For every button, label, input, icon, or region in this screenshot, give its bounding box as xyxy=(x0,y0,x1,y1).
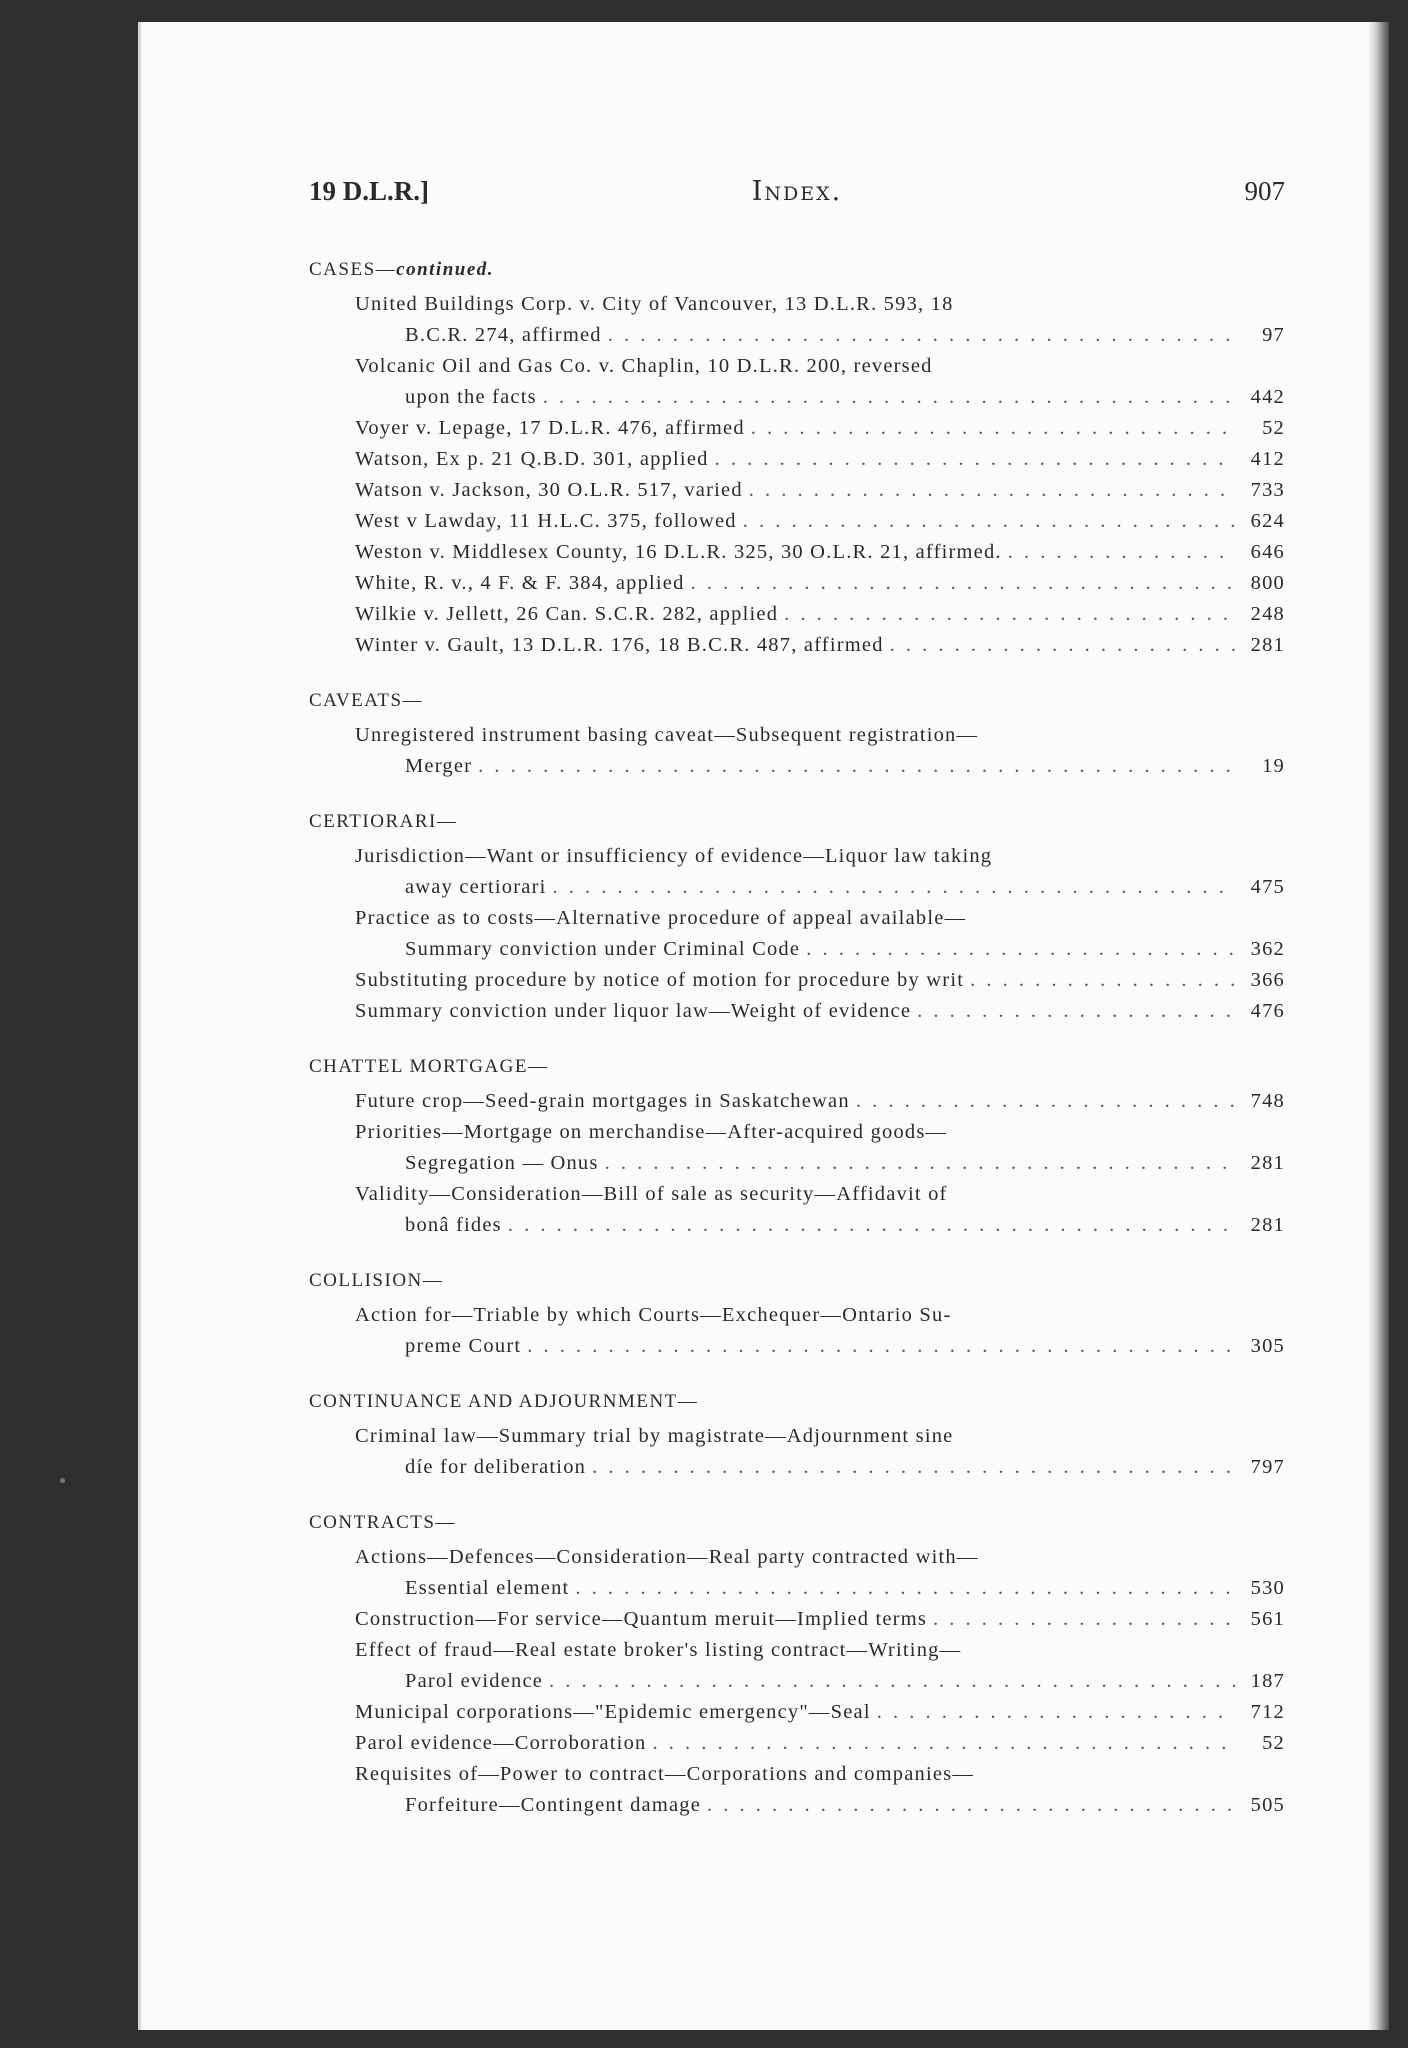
index-entry xyxy=(309,351,1285,413)
section-heading-text: CAVEATS— xyxy=(309,690,424,711)
entry-line xyxy=(355,568,1285,599)
leader-dots xyxy=(743,506,1235,537)
index-section xyxy=(309,254,1285,661)
entry-page-number: 624 xyxy=(1250,510,1285,532)
entry-page-number: 476 xyxy=(1250,1000,1285,1022)
entry-page-number: 797 xyxy=(1250,1456,1285,1478)
entry-page-number: 19 xyxy=(1262,755,1285,777)
leader-dots xyxy=(508,1210,1235,1241)
entry-text: B.C.R. 274, affirmed xyxy=(405,324,602,346)
entry-text: Action for—Triable by which Courts—Exchequer—Ontario Su- xyxy=(355,1304,952,1326)
index-entry xyxy=(309,1759,1285,1821)
leader-dots xyxy=(707,1790,1235,1821)
leader-dots xyxy=(715,444,1235,475)
entry-text: Unregistered instrument basing caveat—Subsequent registration— xyxy=(355,724,979,746)
leader-dots xyxy=(478,751,1235,782)
entry-page-number: 248 xyxy=(1250,603,1285,625)
section-heading-text: CONTINUANCE AND ADJOURNMENT— xyxy=(309,1391,699,1412)
entry-line xyxy=(355,841,1285,872)
index-entry xyxy=(309,903,1285,965)
index-entry xyxy=(309,996,1285,1027)
entry-page-number: 475 xyxy=(1250,876,1285,898)
entry-text: Jurisdiction—Want or insufficiency of evidence—Liquor law taking xyxy=(355,845,993,867)
index-entry xyxy=(309,1542,1285,1604)
entry-line xyxy=(355,289,1285,320)
entry-text: Essential element xyxy=(405,1577,570,1599)
entry-text: Requisites of—Power to contract—Corporations and companies— xyxy=(355,1763,975,1785)
section-heading xyxy=(309,1051,1285,1082)
leader-dots xyxy=(784,599,1235,630)
index-content xyxy=(309,254,1285,1845)
entry-text: Wilkie v. Jellett, 26 Can. S.C.R. 282, applied xyxy=(355,603,779,625)
entry-text: West v Lawday, 11 H.L.C. 375, followed xyxy=(355,510,737,532)
entry-continuation-line xyxy=(355,1148,1285,1179)
entry-text: White, R. v., 4 F. & F. 384, applied xyxy=(355,572,685,594)
entry-line xyxy=(355,1697,1285,1728)
index-entry xyxy=(309,537,1285,568)
entry-text: Priorities—Mortgage on merchandise—After-acquired goods— xyxy=(355,1121,948,1143)
section-heading xyxy=(309,254,1285,285)
entry-line xyxy=(355,1759,1285,1790)
section-heading-text: COLLISION— xyxy=(309,1270,444,1291)
index-entry xyxy=(309,1604,1285,1635)
section-heading-continued: continued. xyxy=(396,259,495,280)
leader-dots xyxy=(549,1666,1235,1697)
entry-text: away certiorari xyxy=(405,876,547,898)
section-heading-text: CERTIORARI— xyxy=(309,811,458,832)
entry-continuation-line xyxy=(355,1573,1285,1604)
leader-dots xyxy=(527,1331,1235,1362)
entry-text: Validity—Consideration—Bill of sale as security—Affidavit of xyxy=(355,1183,948,1205)
index-entry xyxy=(309,444,1285,475)
section-heading-text: CASES— xyxy=(309,259,397,280)
index-entry xyxy=(309,1300,1285,1362)
entry-text: bonâ fides xyxy=(405,1214,502,1236)
entry-continuation-line xyxy=(355,1331,1285,1362)
entry-continuation-line xyxy=(355,751,1285,782)
index-section xyxy=(309,1051,1285,1241)
index-entry xyxy=(309,475,1285,506)
entry-page-number: 561 xyxy=(1250,1608,1285,1630)
section-heading xyxy=(309,685,1285,716)
entry-text: Forfeiture—Contingent damage xyxy=(405,1794,702,1816)
entry-text: Volcanic Oil and Gas Co. v. Chaplin, 10 D.L.R. 200, reversed xyxy=(355,355,933,377)
entry-text: díe for deliberation xyxy=(405,1456,587,1478)
entry-line xyxy=(355,630,1285,661)
leader-dots xyxy=(553,872,1236,903)
entry-page-number: 362 xyxy=(1250,938,1285,960)
leader-dots xyxy=(877,1697,1235,1728)
scan-speck xyxy=(60,1478,65,1483)
leader-dots xyxy=(751,413,1235,444)
entry-text: Watson v. Jackson, 30 O.L.R. 517, varied xyxy=(355,479,743,501)
index-entry xyxy=(309,1086,1285,1117)
entry-page-number: 187 xyxy=(1250,1670,1285,1692)
entry-page-number: 733 xyxy=(1250,479,1285,501)
entry-text: Effect of fraud—Real estate broker's listing contract—Writing— xyxy=(355,1639,962,1661)
entry-text: Segregation — Onus xyxy=(405,1152,599,1174)
index-entry xyxy=(309,965,1285,996)
index-section xyxy=(309,1507,1285,1821)
book-page xyxy=(138,22,1389,2030)
page-header xyxy=(309,176,1285,216)
index-entry xyxy=(309,841,1285,903)
index-entry xyxy=(309,1635,1285,1697)
entry-page-number: 366 xyxy=(1250,969,1285,991)
entry-continuation-line xyxy=(355,1210,1285,1241)
entry-page-number: 505 xyxy=(1250,1794,1285,1816)
entry-line xyxy=(355,903,1285,934)
leader-dots xyxy=(856,1086,1235,1117)
leader-dots xyxy=(691,568,1235,599)
leader-dots xyxy=(933,1604,1235,1635)
index-entry xyxy=(309,630,1285,661)
entry-text: Merger xyxy=(405,755,473,777)
leader-dots xyxy=(970,965,1235,996)
entry-text: Weston v. Middlesex County, 16 D.L.R. 325, 30 O.L.R. 21, affirmed. xyxy=(355,541,1002,563)
section-heading-text: CHATTEL MORTGAGE— xyxy=(309,1056,549,1077)
entry-line xyxy=(355,1421,1285,1452)
entry-line xyxy=(355,1179,1285,1210)
entry-text: Municipal corporations—"Epidemic emergency"—Seal xyxy=(355,1701,871,1723)
section-heading xyxy=(309,806,1285,837)
entry-text: Criminal law—Summary trial by magistrate—Adjournment sine xyxy=(355,1425,954,1447)
index-entry xyxy=(309,599,1285,630)
entry-text: Watson, Ex p. 21 Q.B.D. 301, applied xyxy=(355,448,709,470)
entry-text: Winter v. Gault, 13 D.L.R. 176, 18 B.C.R. 487, affirmed xyxy=(355,634,884,656)
entry-text: Summary conviction under liquor law—Weight of evidence xyxy=(355,1000,912,1022)
leader-dots xyxy=(543,382,1235,413)
entry-page-number: 748 xyxy=(1250,1090,1285,1112)
entry-text: United Buildings Corp. v. City of Vancouver, 13 D.L.R. 593, 18 xyxy=(355,293,954,315)
index-entry xyxy=(309,1697,1285,1728)
entry-line xyxy=(355,444,1285,475)
leader-dots xyxy=(749,475,1235,506)
entry-text: Practice as to costs—Alternative procedure of appeal available— xyxy=(355,907,967,929)
index-entry xyxy=(309,1179,1285,1241)
section-heading-text: CONTRACTS— xyxy=(309,1512,456,1533)
leader-dots xyxy=(1008,537,1235,568)
entry-page-number: 305 xyxy=(1250,1335,1285,1357)
entry-line xyxy=(355,1604,1285,1635)
entry-continuation-line xyxy=(355,872,1285,903)
entry-page-number: 800 xyxy=(1250,572,1285,594)
index-entry xyxy=(309,1421,1285,1483)
index-entry xyxy=(309,1117,1285,1179)
entry-line xyxy=(355,413,1285,444)
entry-line xyxy=(355,996,1285,1027)
entry-page-number: 442 xyxy=(1250,386,1285,408)
entry-line xyxy=(355,537,1285,568)
entry-line xyxy=(355,599,1285,630)
entry-text: upon the facts xyxy=(405,386,537,408)
section-heading xyxy=(309,1265,1285,1296)
leader-dots xyxy=(917,996,1235,1027)
entry-text: Parol evidence xyxy=(405,1670,544,1692)
page-title: Index. xyxy=(751,176,843,207)
entry-line xyxy=(355,1728,1285,1759)
entry-text: Voyer v. Lepage, 17 D.L.R. 476, affirmed xyxy=(355,417,745,439)
entry-page-number: 52 xyxy=(1262,1732,1285,1754)
volume-label: 19 D.L.R.] xyxy=(309,176,429,206)
entry-continuation-line xyxy=(355,320,1285,351)
index-entry xyxy=(309,289,1285,351)
entry-line xyxy=(355,1086,1285,1117)
entry-line xyxy=(355,506,1285,537)
page-spine-edge xyxy=(1367,22,1389,2030)
entry-continuation-line xyxy=(355,382,1285,413)
entry-text: Actions—Defences—Consideration—Real party contracted with— xyxy=(355,1546,979,1568)
entry-text: Future crop—Seed-grain mortgages in Saskatchewan xyxy=(355,1090,850,1112)
entry-line xyxy=(355,1117,1285,1148)
entry-page-number: 281 xyxy=(1250,1214,1285,1236)
entry-page-number: 530 xyxy=(1250,1577,1285,1599)
entry-text: preme Court xyxy=(405,1335,522,1357)
leader-dots xyxy=(890,630,1235,661)
index-entry xyxy=(309,506,1285,537)
entry-page-number: 281 xyxy=(1250,1152,1285,1174)
index-entry xyxy=(309,568,1285,599)
leader-dots xyxy=(652,1728,1235,1759)
entry-line xyxy=(355,1542,1285,1573)
entry-line xyxy=(355,1300,1285,1331)
index-entry xyxy=(309,1728,1285,1759)
section-heading xyxy=(309,1386,1285,1417)
section-heading xyxy=(309,1507,1285,1538)
entry-text: Substituting procedure by notice of motion for procedure by writ xyxy=(355,969,965,991)
entry-line xyxy=(355,475,1285,506)
index-entry xyxy=(309,720,1285,782)
page-number: 907 xyxy=(1244,176,1285,206)
index-section xyxy=(309,806,1285,1027)
entry-continuation-line xyxy=(355,1452,1285,1483)
leader-dots xyxy=(592,1452,1235,1483)
entry-page-number: 52 xyxy=(1262,417,1285,439)
leader-dots xyxy=(575,1573,1235,1604)
index-section xyxy=(309,1265,1285,1362)
entry-continuation-line xyxy=(355,1790,1285,1821)
entry-line xyxy=(355,965,1285,996)
entry-continuation-line xyxy=(355,1666,1285,1697)
entry-text: Parol evidence—Corroboration xyxy=(355,1732,647,1754)
entry-page-number: 97 xyxy=(1262,324,1285,346)
index-entry xyxy=(309,413,1285,444)
entry-line xyxy=(355,351,1285,382)
entry-line xyxy=(355,720,1285,751)
entry-continuation-line xyxy=(355,934,1285,965)
index-section xyxy=(309,1386,1285,1483)
entry-text: Construction—For service—Quantum meruit—Implied terms xyxy=(355,1608,928,1630)
leader-dots xyxy=(608,320,1235,351)
entry-text: Summary conviction under Criminal Code xyxy=(405,938,801,960)
index-section xyxy=(309,685,1285,782)
entry-page-number: 412 xyxy=(1250,448,1285,470)
entry-page-number: 281 xyxy=(1250,634,1285,656)
entry-page-number: 646 xyxy=(1250,541,1285,563)
entry-line xyxy=(355,1635,1285,1666)
entry-page-number: 712 xyxy=(1250,1701,1285,1723)
leader-dots xyxy=(605,1148,1235,1179)
leader-dots xyxy=(806,934,1235,965)
